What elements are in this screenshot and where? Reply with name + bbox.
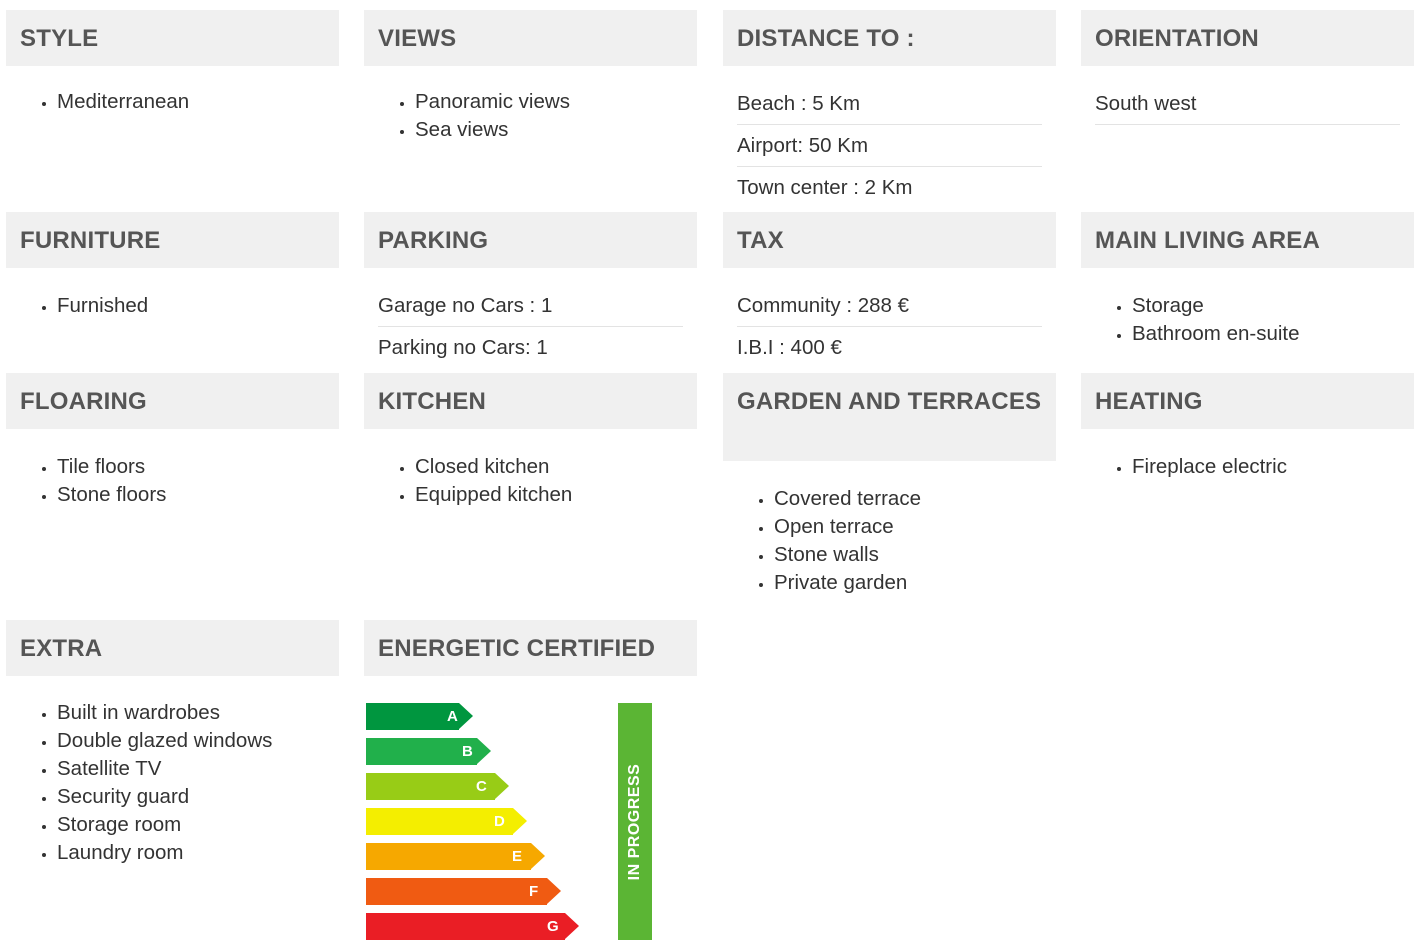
orientation-heading: ORIENTATION — [1081, 10, 1414, 66]
tax-list — [737, 285, 1042, 368]
main-living-heading: MAIN LIVING AREA — [1081, 212, 1414, 268]
flooring-list — [6, 453, 339, 509]
views-section — [364, 10, 697, 144]
garden-list — [723, 485, 1056, 597]
energy-rating-letter: D — [494, 813, 505, 830]
parking-section — [364, 212, 697, 368]
main-living-section — [1081, 212, 1414, 348]
list-item: • Stone walls — [774, 541, 1056, 569]
list-item: • Laundry room — [57, 839, 339, 867]
parking-list — [378, 285, 683, 368]
distance-row: Beach : 5 Km — [737, 83, 1042, 125]
energy-rating-chart — [366, 703, 666, 940]
kitchen-section — [364, 373, 697, 509]
energy-section — [364, 620, 697, 676]
distance-row: Town center : 2 Km — [737, 176, 913, 199]
furniture-list — [6, 292, 339, 320]
list-item: • Security guard — [57, 783, 339, 811]
list-item: • Covered terrace — [774, 485, 1056, 513]
kitchen-list — [364, 453, 697, 509]
main-living-list — [1081, 292, 1414, 348]
energy-rating-letter: A — [447, 708, 458, 725]
distance-section — [723, 10, 1056, 208]
heating-heading: HEATING — [1081, 373, 1414, 429]
extra-list — [6, 699, 339, 867]
parking-heading: PARKING — [364, 212, 697, 268]
list-item: • Open terrace — [774, 513, 1056, 541]
tax-section — [723, 212, 1056, 368]
tax-row: I.B.I : 400 € — [737, 336, 842, 359]
energy-rating-letter: E — [512, 848, 523, 865]
list-item: • Double glazed windows — [57, 727, 339, 755]
orientation-section — [1081, 10, 1414, 125]
extra-heading: EXTRA — [6, 620, 339, 676]
parking-row: Parking no Cars: 1 — [378, 336, 548, 359]
energy-rating-letter: F — [529, 883, 539, 900]
heating-list — [1081, 453, 1414, 481]
tax-row: Community : 288 € — [737, 285, 1042, 327]
list-item: • Private garden — [774, 569, 1056, 597]
views-heading: VIEWS — [364, 10, 697, 66]
list-item: • Satellite TV — [57, 755, 339, 783]
list-item: • Furnished — [57, 292, 339, 320]
list-item: • Mediterranean — [57, 88, 339, 116]
list-item: • Panoramic views — [415, 88, 697, 116]
furniture-heading: FURNITURE — [6, 212, 339, 268]
style-list — [6, 88, 339, 116]
garden-heading: GARDEN AND TERRACES — [723, 373, 1056, 461]
style-section — [6, 10, 339, 116]
list-item: • Stone floors — [57, 481, 339, 509]
energy-rating-letter: B — [462, 743, 473, 760]
garden-section — [723, 373, 1056, 597]
energy-status-bar — [618, 703, 652, 940]
parking-row: Garage no Cars : 1 — [378, 285, 683, 327]
distance-row: Airport: 50 Km — [737, 125, 1042, 167]
energy-status-label: IN PROGRESS — [626, 763, 643, 880]
list-item: • Bathroom en-suite — [1132, 320, 1414, 348]
kitchen-heading: KITCHEN — [364, 373, 697, 429]
list-item: • Storage — [1132, 292, 1414, 320]
energy-rating-letter: G — [547, 918, 559, 935]
list-item: • Sea views — [415, 116, 697, 144]
heating-section — [1081, 373, 1414, 481]
list-item: • Closed kitchen — [415, 453, 697, 481]
extra-section — [6, 620, 339, 867]
distance-list — [737, 83, 1042, 208]
list-item: • Fireplace electric — [1132, 453, 1414, 481]
distance-heading: DISTANCE TO : — [723, 10, 1056, 66]
energy-heading: ENERGETIC CERTIFIED — [364, 620, 697, 676]
list-item: • Tile floors — [57, 453, 339, 481]
furniture-section — [6, 212, 339, 320]
list-item: • Storage room — [57, 811, 339, 839]
flooring-heading: FLOARING — [6, 373, 339, 429]
style-heading: STYLE — [6, 10, 339, 66]
tax-heading: TAX — [723, 212, 1056, 268]
orientation-list — [1095, 83, 1400, 125]
list-item: • Equipped kitchen — [415, 481, 697, 509]
views-list — [364, 88, 697, 144]
flooring-section — [6, 373, 339, 509]
list-item: • Built in wardrobes — [57, 699, 339, 727]
orientation-row: South west — [1095, 83, 1400, 125]
energy-rating-letter: C — [476, 778, 487, 795]
